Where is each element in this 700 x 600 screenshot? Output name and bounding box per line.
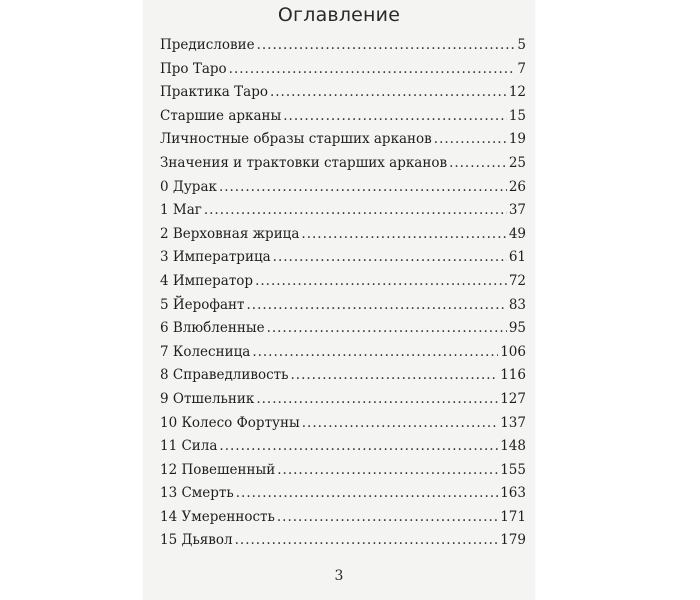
toc-entry [160, 61, 526, 85]
toc-entry-title: 1 Маг [160, 202, 202, 219]
toc-entry [160, 509, 526, 533]
toc-entry [160, 84, 526, 108]
toc-entry-title: 8 Справедливость [160, 367, 289, 384]
toc-entry-title: 11 Сила [160, 438, 218, 455]
toc-entry-page-number: 72 [508, 272, 526, 289]
toc-entry-title: 4 Император [160, 272, 254, 289]
toc-entry [160, 249, 526, 273]
toc-entry-page-number: 19 [508, 131, 526, 148]
page-title: Оглавление [277, 4, 401, 26]
toc-entry-title: 15 Дьявол [160, 532, 233, 549]
dot-leader [256, 391, 498, 407]
toc-entry-title: 5 Йерофант [160, 296, 245, 313]
page-number: 3 [334, 568, 344, 584]
toc-entry-page-number: 127 [500, 390, 526, 407]
toc-entry-title: 13 Смерть [160, 485, 234, 502]
toc-entry-title: 3 Императрица [160, 249, 271, 266]
dot-leader [255, 273, 507, 289]
toc-entry-page-number: 61 [508, 249, 526, 266]
dot-leader [229, 61, 516, 77]
dot-leader [301, 226, 506, 242]
toc-entry [160, 367, 526, 391]
toc-entry-title: 2 Верховная жрица [160, 225, 300, 242]
toc-entry-title: 12 Повешенный [160, 461, 276, 478]
dot-leader [270, 84, 507, 100]
toc-entry-page-number: 179 [500, 532, 526, 549]
toc-entry-page-number: 163 [500, 485, 526, 502]
toc-entry [160, 131, 526, 155]
toc-entry-title: Личностные образы старших арканов [160, 131, 432, 148]
toc-entry [160, 202, 526, 226]
toc-entry [160, 415, 526, 439]
dot-leader [302, 415, 498, 431]
toc-entry [160, 485, 526, 509]
toc-entry-page-number: 148 [500, 438, 526, 455]
toc-entry-title: 7 Колесница [160, 343, 251, 360]
toc-entry-title: Старшие арканы [160, 107, 282, 124]
toc-entry-page-number: 12 [508, 84, 526, 101]
toc-entry-page-number: 7 [517, 60, 526, 77]
dot-leader [235, 532, 499, 548]
toc-entry-page-number: 37 [508, 202, 526, 219]
toc-entry-page-number: 5 [517, 37, 526, 53]
table-of-contents [160, 37, 526, 556]
dot-leader [434, 131, 507, 147]
toc-entry-title: Значения и трактовки старших арканов [160, 154, 448, 171]
toc-entry-title: 6 Влюбленные [160, 320, 265, 337]
toc-entry-page-number: 171 [500, 508, 526, 525]
dot-leader [236, 485, 498, 501]
toc-entry-page-number: 25 [508, 154, 526, 171]
dot-leader [247, 297, 507, 313]
toc-entry-page-number: 49 [508, 225, 526, 242]
dot-leader [277, 509, 498, 525]
dot-leader [273, 249, 507, 265]
dot-leader [219, 179, 507, 195]
dot-leader [257, 37, 516, 53]
toc-entry-title: Предисловие [160, 37, 255, 53]
toc-entry [160, 462, 526, 486]
toc-entry-title: 10 Колесо Фортуны [160, 414, 300, 431]
toc-entry [160, 344, 526, 368]
toc-entry-page-number: 155 [500, 461, 526, 478]
toc-entry-page-number: 116 [500, 367, 526, 384]
dot-leader [283, 108, 507, 124]
dot-leader [267, 320, 507, 336]
dot-leader [204, 202, 507, 218]
toc-entry-page-number: 26 [508, 178, 526, 195]
toc-entry [160, 273, 526, 297]
toc-entry [160, 179, 526, 203]
toc-entry-page-number: 137 [500, 414, 526, 431]
toc-entry-title: 9 Отшельник [160, 390, 255, 407]
toc-entry [160, 297, 526, 321]
toc-entry [160, 438, 526, 462]
dot-leader [277, 462, 498, 478]
toc-entry-page-number: 15 [508, 107, 526, 124]
dot-leader [252, 344, 498, 360]
toc-entry-page-number: 95 [508, 320, 526, 337]
toc-entry [160, 391, 526, 415]
toc-entry-page-number: 106 [500, 343, 526, 360]
dot-leader [290, 367, 498, 383]
dot-leader [449, 155, 507, 171]
toc-entry [160, 226, 526, 250]
toc-entry [160, 155, 526, 179]
toc-entry [160, 108, 526, 132]
toc-entry-title: Про Таро [160, 60, 227, 77]
toc-entry [160, 532, 526, 556]
toc-entry-title: Практика Таро [160, 84, 268, 101]
toc-entry-page-number: 83 [508, 296, 526, 313]
toc-entry [160, 37, 526, 61]
toc-entry-title: 14 Умеренность [160, 508, 275, 525]
toc-entry-title: 0 Дурак [160, 178, 217, 195]
dot-leader [219, 438, 498, 454]
toc-entry [160, 320, 526, 344]
